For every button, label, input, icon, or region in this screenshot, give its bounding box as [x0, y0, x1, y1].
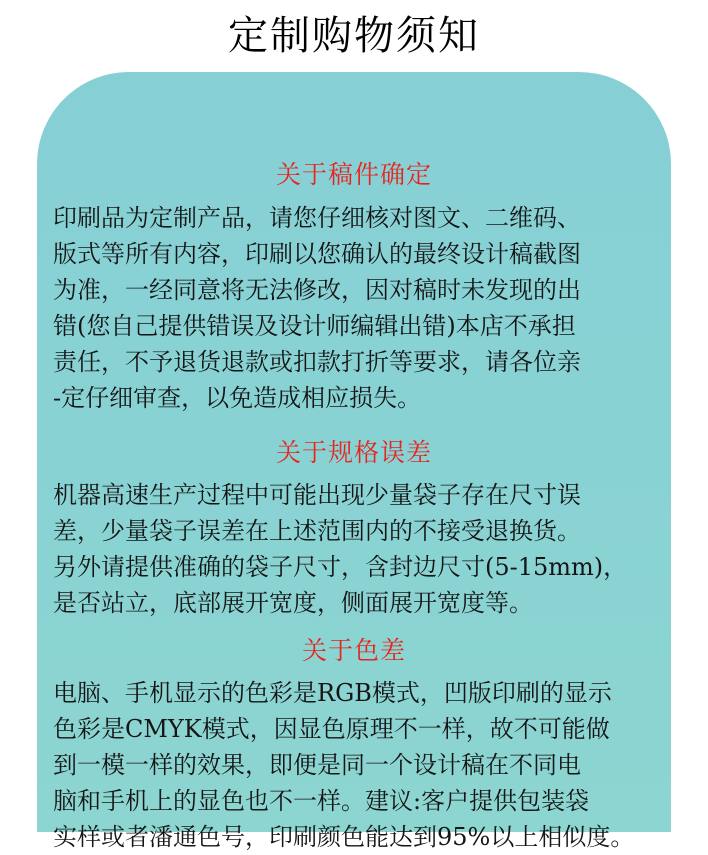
section-artwork-line: 印刷品为定制产品，请您仔细核对图文、二维码、 — [53, 204, 581, 232]
section-size-line: 另外请提供准确的袋子尺寸，含封边尺寸(5-15mm)， — [53, 553, 628, 581]
page-title: 定制购物须知 — [228, 13, 480, 59]
section-heading-size-tolerance: 关于规格误差 — [275, 438, 432, 467]
section-heading-artwork-confirmation: 关于稿件确定 — [275, 160, 432, 189]
section-artwork-line: 责任，不予退货退款或扣款打折等要求，请各位亲 — [53, 348, 581, 376]
section-color-line: 实样或者潘通色号，印刷颜色能达到95%以上相似度。 — [53, 823, 635, 851]
section-size-line: 是否站立，底部展开宽度，侧面展开宽度等。 — [53, 589, 533, 617]
section-color-line: 色彩是CMYK模式，因显色原理不一样，故不可能做 — [53, 715, 610, 743]
section-color-line: 脑和手机上的显色也不一样。建议:客户提供包装袋 — [53, 787, 590, 815]
notice-panel — [37, 72, 671, 851]
section-artwork-line: -定仔细审查，以免造成相应损失。 — [53, 384, 422, 412]
section-size-line: 机器高速生产过程中可能出现少量袋子存在尺寸误 — [53, 481, 581, 509]
section-artwork-line: 为准，一经同意将无法修改，因对稿时未发现的出 — [53, 276, 581, 304]
section-artwork-line: 版式等所有内容，印刷以您确认的最终设计稿截图 — [53, 240, 581, 268]
section-heading-color-difference: 关于色差 — [301, 636, 406, 665]
section-color-line: 电脑、手机显示的色彩是RGB模式，凹版印刷的显示 — [53, 679, 612, 707]
section-size-line: 差，少量袋子误差在上述范围内的不接受退换货。 — [53, 517, 581, 545]
section-color-line: 到一模一样的效果，即便是同一个设计稿在不同电 — [53, 751, 581, 779]
section-artwork-line: 错(您自己提供错误及设计师编辑出错)本店不承担 — [53, 312, 576, 340]
